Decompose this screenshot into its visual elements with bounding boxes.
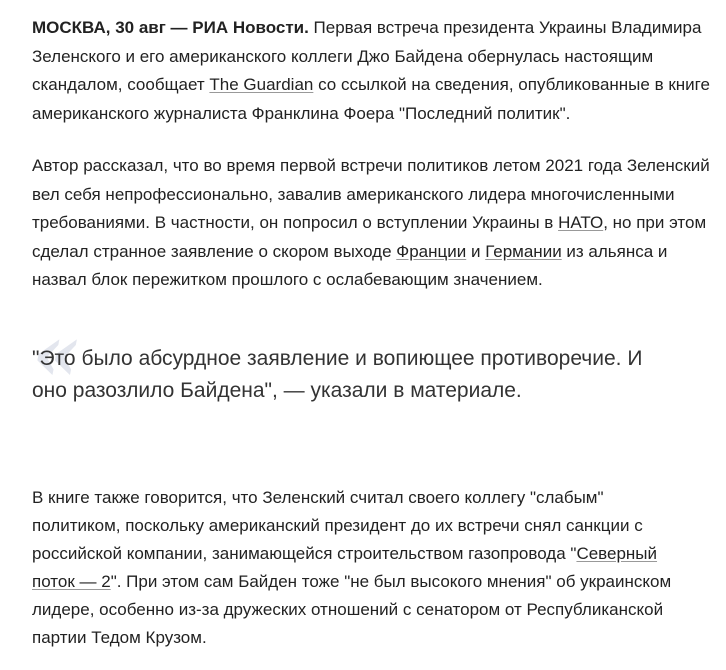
paragraph-text: Первая встреча президента Украины Владимира Зеленского и его американского коллеги Джо Байдена обернулась настоящим скандалом, сообщает xyxy=(32,18,702,94)
article-body xyxy=(32,14,712,647)
france-link[interactable]: Франции xyxy=(396,241,467,261)
paragraph-text: ". При этом сам Байден тоже "не был высокого мнения" об украинском лидере, особенно из-за дружеских отношений с сенатором от Республиканской партии Тедом Крузом. xyxy=(32,572,672,647)
quote-text: "Это было абсурдное заявление и вопиющее противоречие. И оно разозлило Байдена", — указали в материале. xyxy=(32,346,643,402)
quote-mark-icon: « xyxy=(32,307,77,399)
dateline: МОСКВА, 30 авг — РИА Новости. xyxy=(32,18,309,37)
germany-link[interactable]: Германии xyxy=(485,241,562,261)
guardian-link[interactable]: The Guardian xyxy=(209,75,314,94)
paragraph-text: из альянса и назвал блок пережитком прошлого с ослабевающим значением. xyxy=(32,241,668,289)
article-paragraph-3 xyxy=(32,484,672,652)
paragraph-text: Автор рассказал, что во время первой встречи политиков летом 2021 года Зеленский вел себя непрофессионально, завалив американского лидера многочисленными требованиями. В частности, он попросил о вступлении Украины в xyxy=(32,156,710,232)
article-paragraph-1 xyxy=(32,14,712,128)
article-paragraph-2 xyxy=(32,152,712,295)
paragraph-text: , но при этом сделал странное заявление о скором выходе xyxy=(32,213,707,261)
quote-block xyxy=(32,307,712,435)
nord-stream-link[interactable]: Северный поток — 2 xyxy=(32,544,658,591)
paragraph-text: со ссылкой на сведения, опубликованные в книге американского журналиста Франклина Фоера "Последний политик". xyxy=(32,75,710,123)
paragraph-text: и xyxy=(466,241,486,261)
nato-link[interactable]: НАТО xyxy=(558,213,604,232)
paragraph-text: В книге также говорится, что Зеленский считал своего коллегу "слабым" политиком, поскольку американский президент до их встречи снял санкции с российской компании, занимающейся строительством газопровода " xyxy=(32,488,643,563)
